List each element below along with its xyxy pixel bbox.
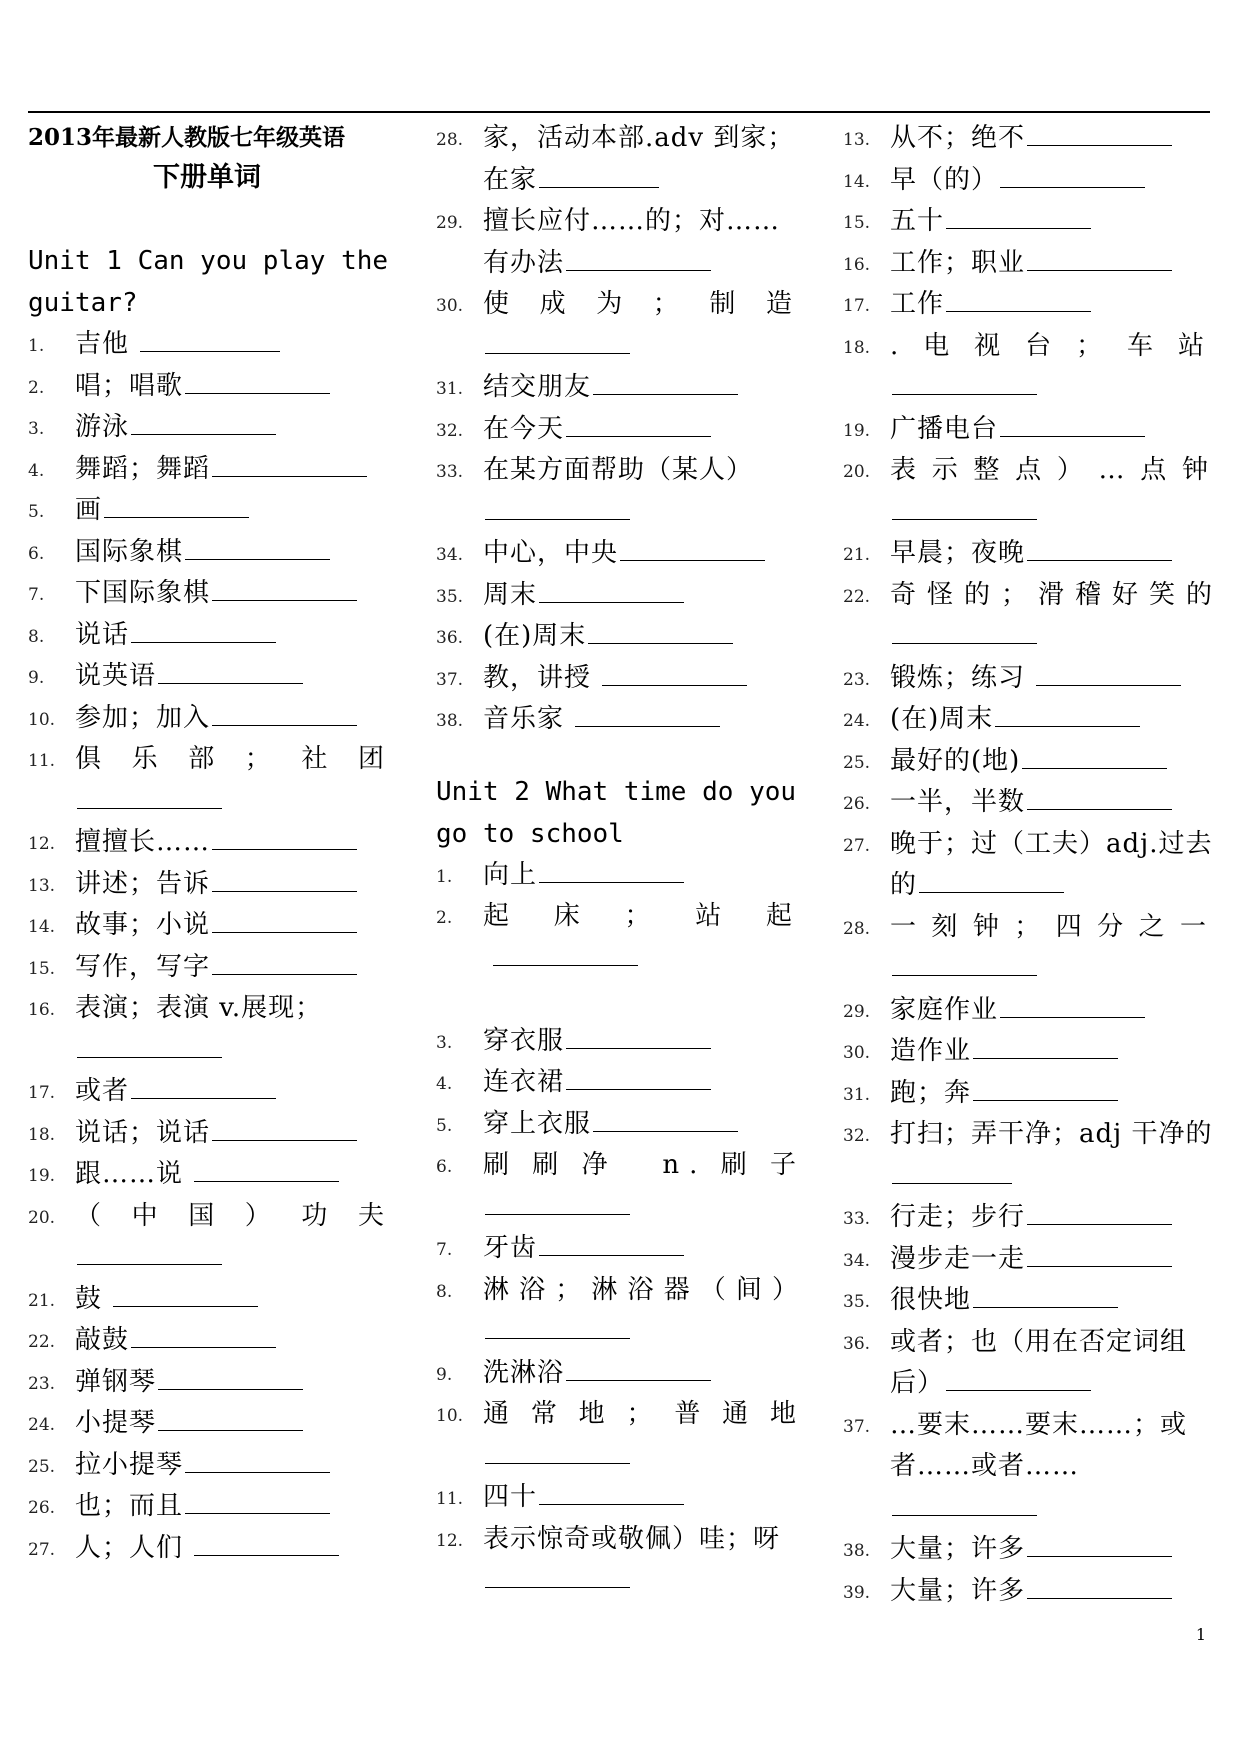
word-item: 2. 唱；唱歌 xyxy=(28,366,398,408)
word-item: 5. 画 xyxy=(28,490,398,532)
unit-1-word-list-part-1 xyxy=(28,324,398,1569)
word-item: 32. 在今天 xyxy=(436,409,806,451)
column-3 xyxy=(843,118,1218,1612)
word-item: 15. 写作，写字 xyxy=(28,947,398,989)
word-item: 4. 连衣裙 xyxy=(436,1062,806,1104)
unit-1-word-list-part-2 xyxy=(436,118,806,741)
word-item: 27. 人；人们 xyxy=(28,1528,398,1570)
word-item: 29. 擅长应付……的；对……有办法 xyxy=(436,206,781,278)
word-item: 19. 跟……说 xyxy=(28,1154,398,1196)
unit-2-word-list-part-2 xyxy=(843,118,1218,1612)
word-item: 1. 吉他 xyxy=(28,324,398,366)
word-item: 6. 刷刷净 n.刷子 xyxy=(436,1145,806,1228)
word-item: 18. .电视台；车站 xyxy=(843,326,1218,409)
word-item: 20. （中国）功夫 xyxy=(28,1196,398,1279)
word-item: 10. 通常地；普通地 xyxy=(436,1394,806,1477)
word-item: 2. 起床；站起 xyxy=(436,896,806,1021)
column-1 xyxy=(28,118,398,1569)
word-item: 10. 参加；加入 xyxy=(28,698,398,740)
word-item: 23. 弹钢琴 xyxy=(28,1362,398,1404)
word-item: 22. 奇怪的；滑稽好笑的 xyxy=(843,575,1218,658)
word-item: 28. 一刻钟；四分之一 xyxy=(843,907,1218,990)
word-item: 33. 在某方面帮助（某人） xyxy=(436,450,806,533)
word-item: 4. 舞蹈；舞蹈 xyxy=(28,449,398,491)
word-item: 9. 洗淋浴 xyxy=(436,1353,806,1395)
word-item: 32. 打扫；弄干净；adj 干净的 xyxy=(843,1114,1218,1197)
word-item: 31. 跑；奔 xyxy=(843,1073,1218,1115)
word-item: 27. 晚于；过（工夫）adj.过去的 xyxy=(843,828,1213,900)
word-item: 35. 周末 xyxy=(436,575,806,617)
word-item: 28. 家，活动本部.adv 到家；在家 xyxy=(436,123,795,195)
word-item: 8. 说话 xyxy=(28,615,398,657)
document-title: 2013年最新人教版七年级英语 xyxy=(28,124,346,151)
page-number: 1 xyxy=(1195,1625,1206,1644)
word-item: 12. 擅擅长…… xyxy=(28,822,398,864)
word-item: 3. 游泳 xyxy=(28,407,398,449)
word-item: 13. 讲述；告诉 xyxy=(28,864,398,906)
word-item: 18. 说话；说话 xyxy=(28,1113,398,1155)
word-item: 3. 穿衣服 xyxy=(436,1021,806,1063)
word-item: 21. 鼓 xyxy=(28,1279,398,1321)
word-item: 38. 大量；许多 xyxy=(843,1529,1218,1571)
word-item: 5. 穿上衣服 xyxy=(436,1104,806,1146)
word-item: 7. 下国际象棋 xyxy=(28,573,398,615)
word-item: 20. 表示整点）…点钟 xyxy=(843,450,1218,533)
word-item: 21. 早晨；夜晚 xyxy=(843,533,1218,575)
unit-2-title: Unit 2 What time do you go to school xyxy=(436,776,797,849)
word-item: 37. …要末……要末……；或者……或者…… xyxy=(843,1405,1218,1530)
word-item: 30. 造作业 xyxy=(843,1031,1218,1073)
word-item: 30. 使成为；制造 xyxy=(436,284,806,367)
word-item: 34. 中心，中央 xyxy=(436,533,806,575)
word-item: 7. 牙齿 xyxy=(436,1228,806,1270)
word-item: 22. 敲鼓 xyxy=(28,1320,398,1362)
word-item: 12. 表示惊奇或敬佩）哇；呀 xyxy=(436,1519,806,1602)
top-rule xyxy=(28,111,1210,113)
word-item: 38. 音乐家 xyxy=(436,699,806,741)
word-item: 35. 很快地 xyxy=(843,1280,1218,1322)
word-item: 23. 锻炼；练习 xyxy=(843,658,1218,700)
word-item: 36. (在)周末 xyxy=(436,616,806,658)
word-item: 11. 俱乐部；社团 xyxy=(28,739,398,822)
word-item: 1. 向上 xyxy=(436,855,806,897)
word-item: 39. 大量；许多 xyxy=(843,1571,1218,1613)
unit-1-title: Unit 1 Can you play the guitar? xyxy=(28,246,389,318)
word-item: 14. 故事；小说 xyxy=(28,905,398,947)
word-item: 11. 四十 xyxy=(436,1477,806,1519)
word-item: 15. 五十 xyxy=(843,201,1218,243)
word-item: 29. 家庭作业 xyxy=(843,990,1218,1032)
unit-2-word-list-part-1 xyxy=(436,855,806,1602)
word-item: 26. 一半，半数 xyxy=(843,782,1218,824)
word-item: 8. 淋浴；淋浴器（间） xyxy=(436,1270,806,1353)
word-item: 25. 拉小提琴 xyxy=(28,1445,398,1487)
word-item: 25. 最好的(地) xyxy=(843,741,1218,783)
word-item: 24. 小提琴 xyxy=(28,1403,398,1445)
word-item: 6. 国际象棋 xyxy=(28,532,398,574)
word-item: 19. 广播电台 xyxy=(843,409,1218,451)
word-item: 31. 结交朋友 xyxy=(436,367,806,409)
word-item: 16. 表演；表演 v.展现； xyxy=(28,988,398,1071)
word-item: 26. 也；而且 xyxy=(28,1486,398,1528)
word-item: 24. (在)周末 xyxy=(843,699,1218,741)
word-item: 14. 早（的） xyxy=(843,160,1218,202)
word-item: 16. 工作；职业 xyxy=(843,243,1218,285)
word-item: 33. 行走；步行 xyxy=(843,1197,1218,1239)
word-item: 17. 或者 xyxy=(28,1071,398,1113)
column-2 xyxy=(436,118,806,1602)
word-item: 34. 漫步走一走 xyxy=(843,1239,1218,1281)
word-item: 37. 教，讲授 xyxy=(436,658,806,700)
word-item: 17. 工作 xyxy=(843,284,1218,326)
word-item: 36. 或者；也（用在否定词组后） xyxy=(843,1326,1188,1398)
word-item: 13. 从不；绝不 xyxy=(843,118,1218,160)
word-item: 9. 说英语 xyxy=(28,656,398,698)
document-subtitle: 下册单词 xyxy=(153,162,261,193)
